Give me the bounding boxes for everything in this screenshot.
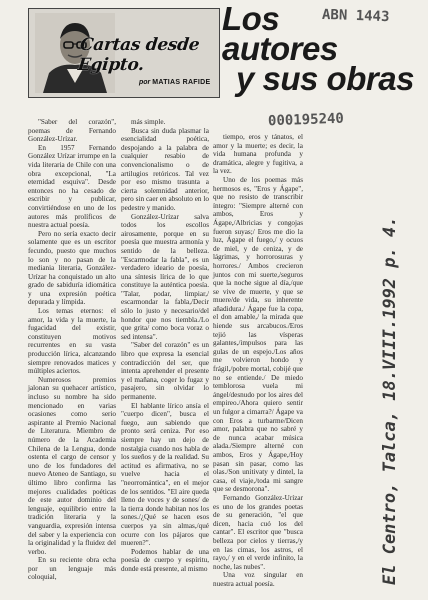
paragraph: "Saber del corazón" es un libro que expresa la esencial contradicción del ser, que intenta aprehender el presente y el mañana, coger lo fugaz y pasajero, sin olvidar lo permanente. (121, 341, 209, 401)
text-column-3 (213, 133, 303, 588)
paragraph: más simple. (131, 118, 166, 126)
paragraph: En su reciente obra echa por un lenguaje más coloquial, (28, 556, 116, 582)
headline-line-1: Los (222, 0, 280, 37)
paragraph: Una voz singular en nuestra actual poesía. (213, 571, 303, 588)
paragraph: En 1957 Fernando González Urízar irrumpe en la vida literaria de Chile con una obra excepcional, "La eternidad esquiva". Desde entonces no ha cesado de escribir y publicar, convirtiéndose en uno de los autores más prolíficos de nuestra actual poesía. (28, 143, 116, 230)
headline-line-3: y sus obras (236, 60, 414, 97)
paragraph: Numerosos premios jalonan su quehacer artístico, incluso su nombre ha sido mencionado en varias ocasiones como serio aspirante al Premio Nacional de Literatura. Miembro de número de la Academia Chilena de la Lengua, donde ostenta el cargo de censor y uno de los fundadores del nuevo Ateneo de Santiago, su último libro confirma las mejores cualidades poéticas de este autor dominio del lenguaje, equilibrio entre la tradición literaria y la vanguardia, expresión intensa del saber y la experiencia con la originalidad y la fluidez del verbo. (28, 375, 116, 556)
handwritten-margin-note: El Centro, Talca, 18.VIII.1992 p. 4. (380, 216, 400, 585)
paragraph: Los temas eternos: el amor, la vida y la muerte, la fugacidad del existir, constituyen motivos recurrentes en su vasta producción lírica, alcanzando siempre renovados matices y múltiples aciertos. (28, 307, 116, 376)
paragraph: González-Urízar salva todos los escollos airosamente, porque en su poesía que muestra armonía y sentido de la belleza. "Escarmodar la fabla", es un verdadero ideario de poesía, una síntesis lírica de lo que constituye la auténtica poesía. "Talar, podar, limpiar,/ escarmondar la fabla,/Decir sólo lo justo y necesario/del hondor que nos tiembla./Lo que grita/ como boca voraz o sed intensa". (121, 212, 209, 341)
paragraph: tiempo, eros y tánatos, el amor y la muerte; es decir, la vida humana profunda y dramática, alegre y fugitiva, a la vez. (213, 133, 303, 176)
paragraph: Busca sin duda plasmar la esencialidad poética, despojando a la palabra de cualquier resabio de convencionalismo o de artilugios retóricos. Tal vez por eso mismo trasunta a cierta solemnidad anterior, pero sin caer en absoluto en lo pedestre y manido. (121, 126, 209, 212)
headline-line-2: autores (222, 30, 338, 67)
byline-prefix: por (139, 79, 151, 86)
column-title: Cartas desde Egipto. (76, 35, 201, 75)
byline-author: MATIAS RAFIDE (152, 79, 211, 86)
text-column-1 (28, 118, 116, 582)
paragraph: "Saber del corazón", poemas de Fernando González-Urízar. (28, 118, 116, 144)
paragraph: Fernando González-Urízar es uno de los grandes poetas de su generación, "el que dicen, hacia cuó los del cantar". El escritor que "busca belleza por cielos y tierras,/y en las cimas, los astros, el rayo,/ y en el verde infinito, la noche, las nubes". (213, 493, 303, 571)
paragraph: Podemos hablar de una poesía de cuerpo y espíritu, donde está presente, al mismo (121, 547, 209, 573)
paragraph: Pero no sería exacto decir solamente que es un escritor fecundo, puesto que muchos lo son y no pasan de la mediania literaria, González-Urízar ha conquistado un alto grado de sabiduría idiomática y una expresión poética depurada y límpida. (28, 229, 116, 307)
handwritten-top-code: ABN 1443 (321, 6, 390, 26)
byline (139, 79, 210, 86)
handwritten-id-code: 000195240 (267, 110, 345, 130)
paragraph: Uno de los poemas más hermosos es, "Eros y Ágape", que no resisto de transcribir íntegro: "Siempre alterné con ambos, Eros y Ágape,/Albricias y congojas fueron suyas;/ Eros me dio la luz, Ágape el fuego,/ y ocuos de miel, y de ceniza, y de lágrimas, y horrorosuras y horrores./ Ambos crecieron juntos con mi suerte,/seguros que la noche sigue al día,/que se vive de muerte, y que se muere/de vida, su inherente añadidura./ Ágape fue la copa, el don amable,/ la mirada que hiende sus arcabucos./Eros tejió las vísperas galantes,/impulsos para las gulas de un espejo./Los años me volvieron hondo y frágil,/pobre mortal, cobijé que no se entiende./ De miedo temblorosa vuela mi ángel/desnudo por los aires del empireo./Ahora quiero sentir un fulgor a cimarra?/ Ágape va con Eros a turbarme/Dicen amor, palabra que no sabré y de nunca acabar música alada./Siempre alterné con ambos, Eros y Ágape,/Hoy pasan sin pasar, como las olas./Son unitivaty y dintel, la casa, el viaje,/toda mi sangre que se desmorona". (213, 175, 303, 494)
text-column-2 (121, 118, 209, 573)
paragraph: El hablante lírico ansía el "cuerpo dicen", busca el fuego, aun sabiendo que pronto será ceniza. Por eso siempre hay un dejo de nostalgia cuando nos habla de los sueños y de la realidad. Su actitud es afirmativa, no se vuelve hacia el "neorromántica", en el mejor de los sentidos. "El aire queda lleno de voces y de sones/ de la tierra donde habitan nos los sones./¿Qué se hacen esos cuerpos ya sin almas,/qué ocurre con los pájaros que mueren?". (121, 401, 209, 548)
column-header (28, 8, 220, 98)
